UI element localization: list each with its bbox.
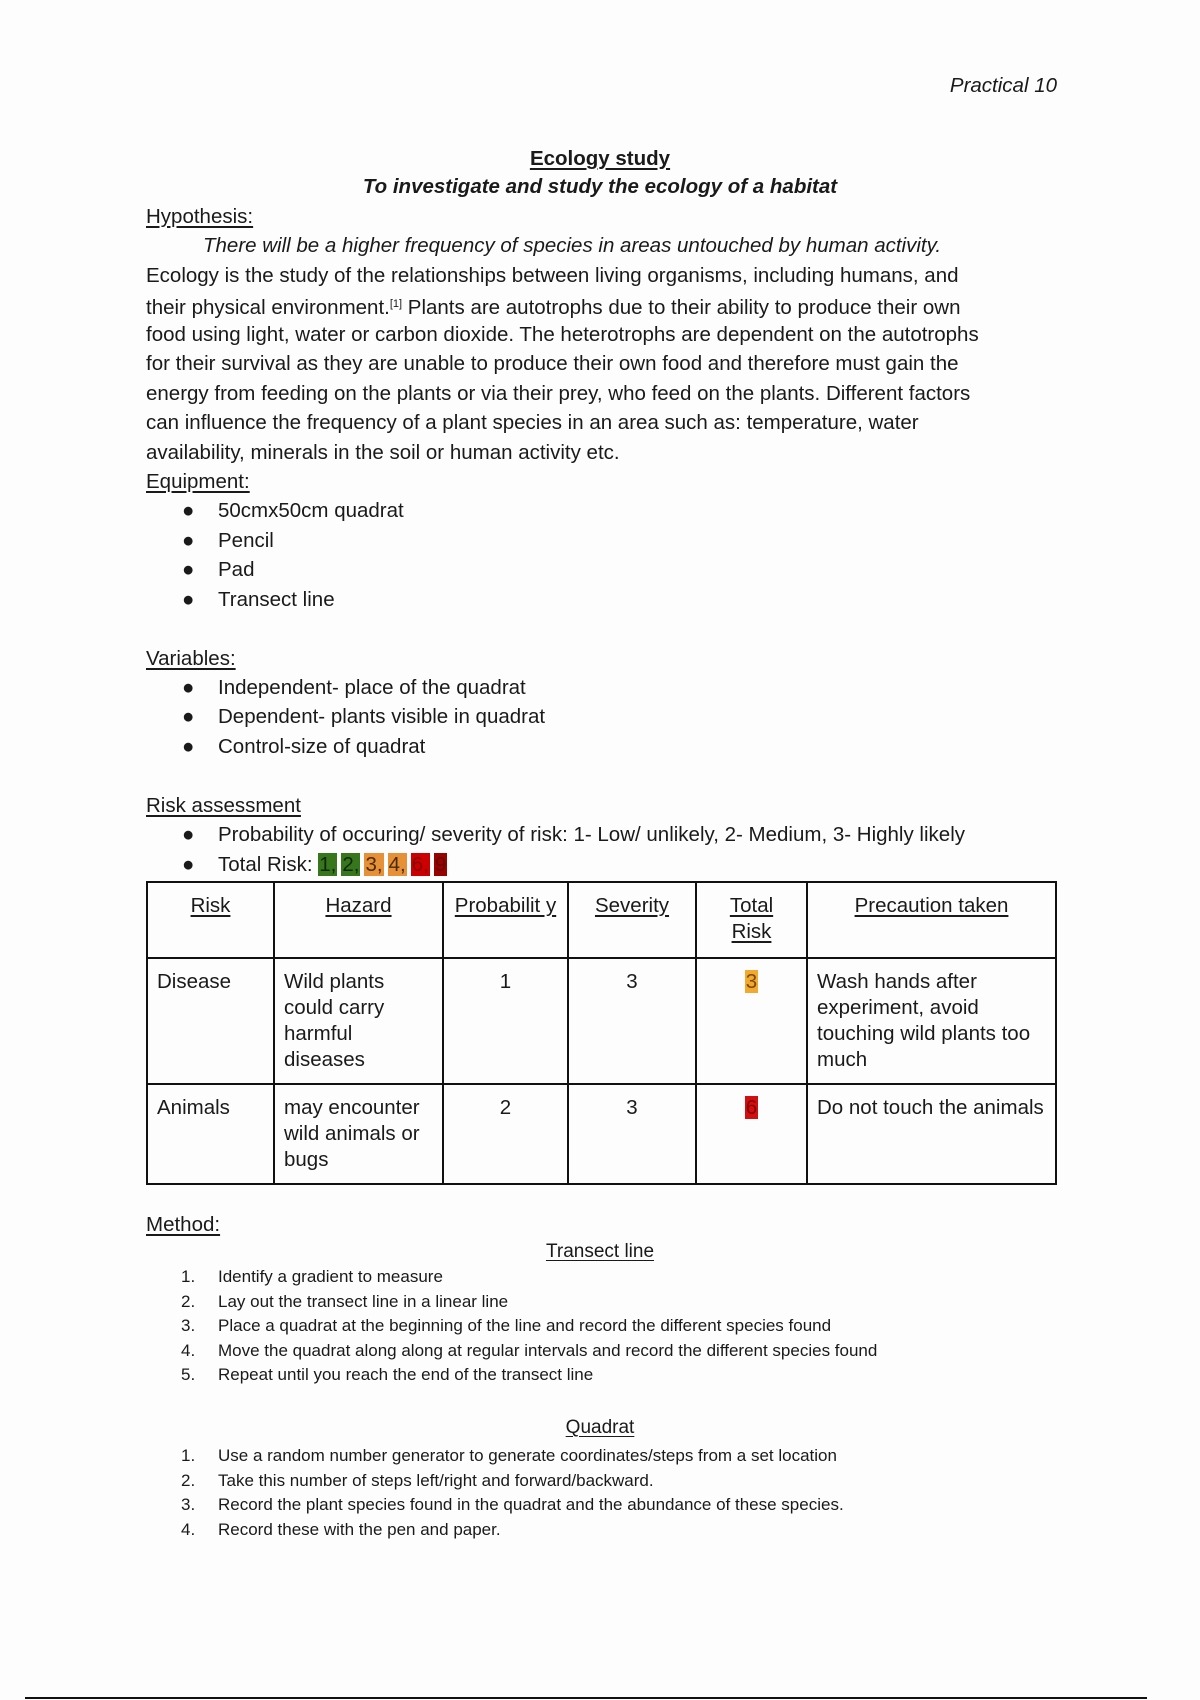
document-title (0, 145, 1200, 173)
step-text: Record these with the pen and paper. (218, 1519, 501, 1539)
step-number: 4. (181, 1519, 196, 1539)
variable-item (146, 673, 1066, 702)
bullet-icon: ● (182, 705, 195, 729)
equipment-text: Pad (218, 558, 255, 582)
step-text: Record the plant species found in the quadrat and the abundance of these species. (218, 1495, 844, 1514)
table-row (147, 1084, 1056, 1184)
equipment-item (146, 555, 1066, 584)
title-text: Ecology study (529, 147, 671, 170)
probability-note (146, 820, 1066, 849)
risk-level-chip: 9 (434, 852, 447, 876)
equipment-text: Pencil (218, 528, 274, 552)
method-step (146, 1314, 1046, 1339)
step-number: 4. (181, 1340, 196, 1360)
paragraph-line: food using light, water or carbon dioxide. The heterotrophs are dependent on the autotrophs (146, 322, 979, 346)
transect-heading: Transect line (545, 1241, 655, 1262)
bullet-icon: ● (182, 823, 195, 847)
equipment-text: 50cmx50cm quadrat (218, 499, 404, 523)
severity-cell: 3 (568, 1084, 696, 1184)
method-step (146, 1493, 1046, 1518)
method-step (146, 1444, 1046, 1469)
column-header: Hazard (274, 882, 443, 958)
variable-text: Dependent- plants visible in quadrat (218, 705, 546, 729)
practical-number: Practical 10 (949, 74, 1057, 97)
method-step (146, 1469, 1046, 1494)
method-step (146, 1518, 1046, 1543)
variable-text: Control-size of quadrat (218, 734, 426, 758)
probability-cell: 1 (443, 958, 568, 1084)
risk-cell: Disease (147, 958, 274, 1084)
hazard-cell: Wild plants could carry harmful diseases (274, 958, 443, 1084)
variable-text: Independent- place of the quadrat (218, 676, 526, 699)
variable-item (146, 732, 1066, 761)
hazard-cell: may encounter wild animals or bugs (274, 1084, 443, 1184)
paragraph-line: can influence the frequency of a plant species in an area such as: temperature, water (146, 411, 919, 435)
step-number: 2. (181, 1470, 196, 1490)
step-number: 5. (181, 1365, 196, 1384)
step-number: 1. (181, 1446, 196, 1465)
total-risk-label: Total Risk: (218, 852, 313, 876)
total-risk-cell (696, 958, 807, 1084)
paragraph-line (146, 290, 1066, 319)
step-text: Take this number of steps left/right and forward/backward. (218, 1470, 654, 1490)
table-row (147, 958, 1056, 1084)
step-text: Repeat until you reach the end of the transect line (218, 1365, 594, 1384)
variables-heading: Variables: (146, 646, 236, 670)
bullet-icon: ● (182, 587, 195, 611)
bullet-icon: ● (182, 852, 195, 876)
equipment-item (146, 526, 1066, 555)
paragraph-text: Plants are autotrophs due to their ability to produce their own (407, 296, 961, 320)
precaution-cell: Do not touch the animals (807, 1084, 1056, 1184)
page-bottom-rule (25, 1697, 1147, 1699)
step-number: 3. (181, 1495, 196, 1514)
risk-level-chip: 3, (365, 852, 383, 876)
bullet-icon: ● (182, 676, 195, 699)
document-subtitle: To investigate and study the ecology of a habitat (362, 175, 838, 198)
method-step (146, 1265, 1046, 1290)
probability-text: Probability of occuring/ severity of risk: 1- Low/ unlikely, 2- Medium, 3- Highly likely (218, 823, 965, 847)
risk-table (146, 881, 1057, 1185)
document-body (146, 202, 1066, 879)
method-step (146, 1290, 1046, 1315)
total-risk-scale (146, 850, 1066, 879)
column-header: Precaution taken (807, 882, 1056, 958)
risk-cell: Animals (147, 1084, 274, 1184)
equipment-heading: Equipment: (146, 469, 250, 493)
step-number: 2. (181, 1291, 196, 1311)
equipment-item (146, 585, 1066, 614)
equipment-item (146, 496, 1066, 525)
risk-level-chip: 6, (411, 852, 429, 876)
column-header: Risk (147, 882, 274, 958)
total-risk-cell (696, 1084, 807, 1184)
risk-level-chip: 2, (342, 852, 360, 876)
column-header: Severity (568, 882, 696, 958)
total-risk-badge: 3 (745, 970, 758, 993)
transect-steps (146, 1265, 1046, 1388)
risk-scale-chips (318, 853, 451, 876)
severity-cell: 3 (568, 958, 696, 1084)
column-header: Total Risk (696, 882, 807, 958)
step-text: Lay out the transect line in a linear line (218, 1291, 509, 1311)
step-text: Move the quadrat along along at regular intervals and record the different species found (218, 1340, 878, 1360)
probability-cell: 2 (443, 1084, 568, 1184)
column-header: Probabilit y (443, 882, 568, 958)
quadrat-steps (146, 1444, 1046, 1542)
method-step (146, 1363, 1046, 1388)
citation-link[interactable]: [1] (389, 298, 403, 311)
bullet-icon: ● (182, 734, 195, 758)
step-text: Identify a gradient to measure (218, 1267, 443, 1286)
paragraph-text: their physical environment. (146, 296, 390, 320)
risk-level-chip: 1, (319, 852, 337, 876)
precaution-cell: Wash hands after experiment, avoid touching wild plants too much (807, 958, 1056, 1084)
paragraph-line: energy from feeding on the plants or via their prey, who feed on the plants. Different factors (146, 381, 971, 405)
paragraph-line: Ecology is the study of the relationships between living organisms, including humans, and (146, 263, 959, 287)
equipment-text: Transect line (218, 587, 335, 611)
table-header-row (147, 882, 1056, 958)
bullet-icon: ● (182, 558, 195, 582)
paragraph-line: availability, minerals in the soil or human activity etc. (146, 440, 620, 464)
risk-level-chip: 4, (388, 852, 406, 876)
step-number: 3. (181, 1316, 196, 1335)
step-text: Use a random number generator to generate coordinates/steps from a set location (218, 1446, 837, 1465)
total-risk-badge: 6 (745, 1096, 758, 1119)
bullet-icon: ● (182, 528, 195, 552)
paragraph-line: for their survival as they are unable to produce their own food and therefore must gain the (146, 352, 959, 376)
risk-heading: Risk assessment (146, 793, 301, 817)
quadrat-heading: Quadrat (565, 1417, 635, 1438)
hypothesis-statement: There will be a higher frequency of species in areas untouched by human activity. (203, 234, 942, 258)
variable-item (146, 702, 1066, 731)
bullet-icon: ● (182, 499, 195, 523)
method-heading: Method: (146, 1213, 221, 1236)
step-text: Place a quadrat at the beginning of the line and record the different species found (218, 1316, 832, 1335)
method-step (146, 1339, 1046, 1364)
hypothesis-heading: Hypothesis: (146, 205, 254, 228)
step-number: 1. (181, 1267, 196, 1286)
